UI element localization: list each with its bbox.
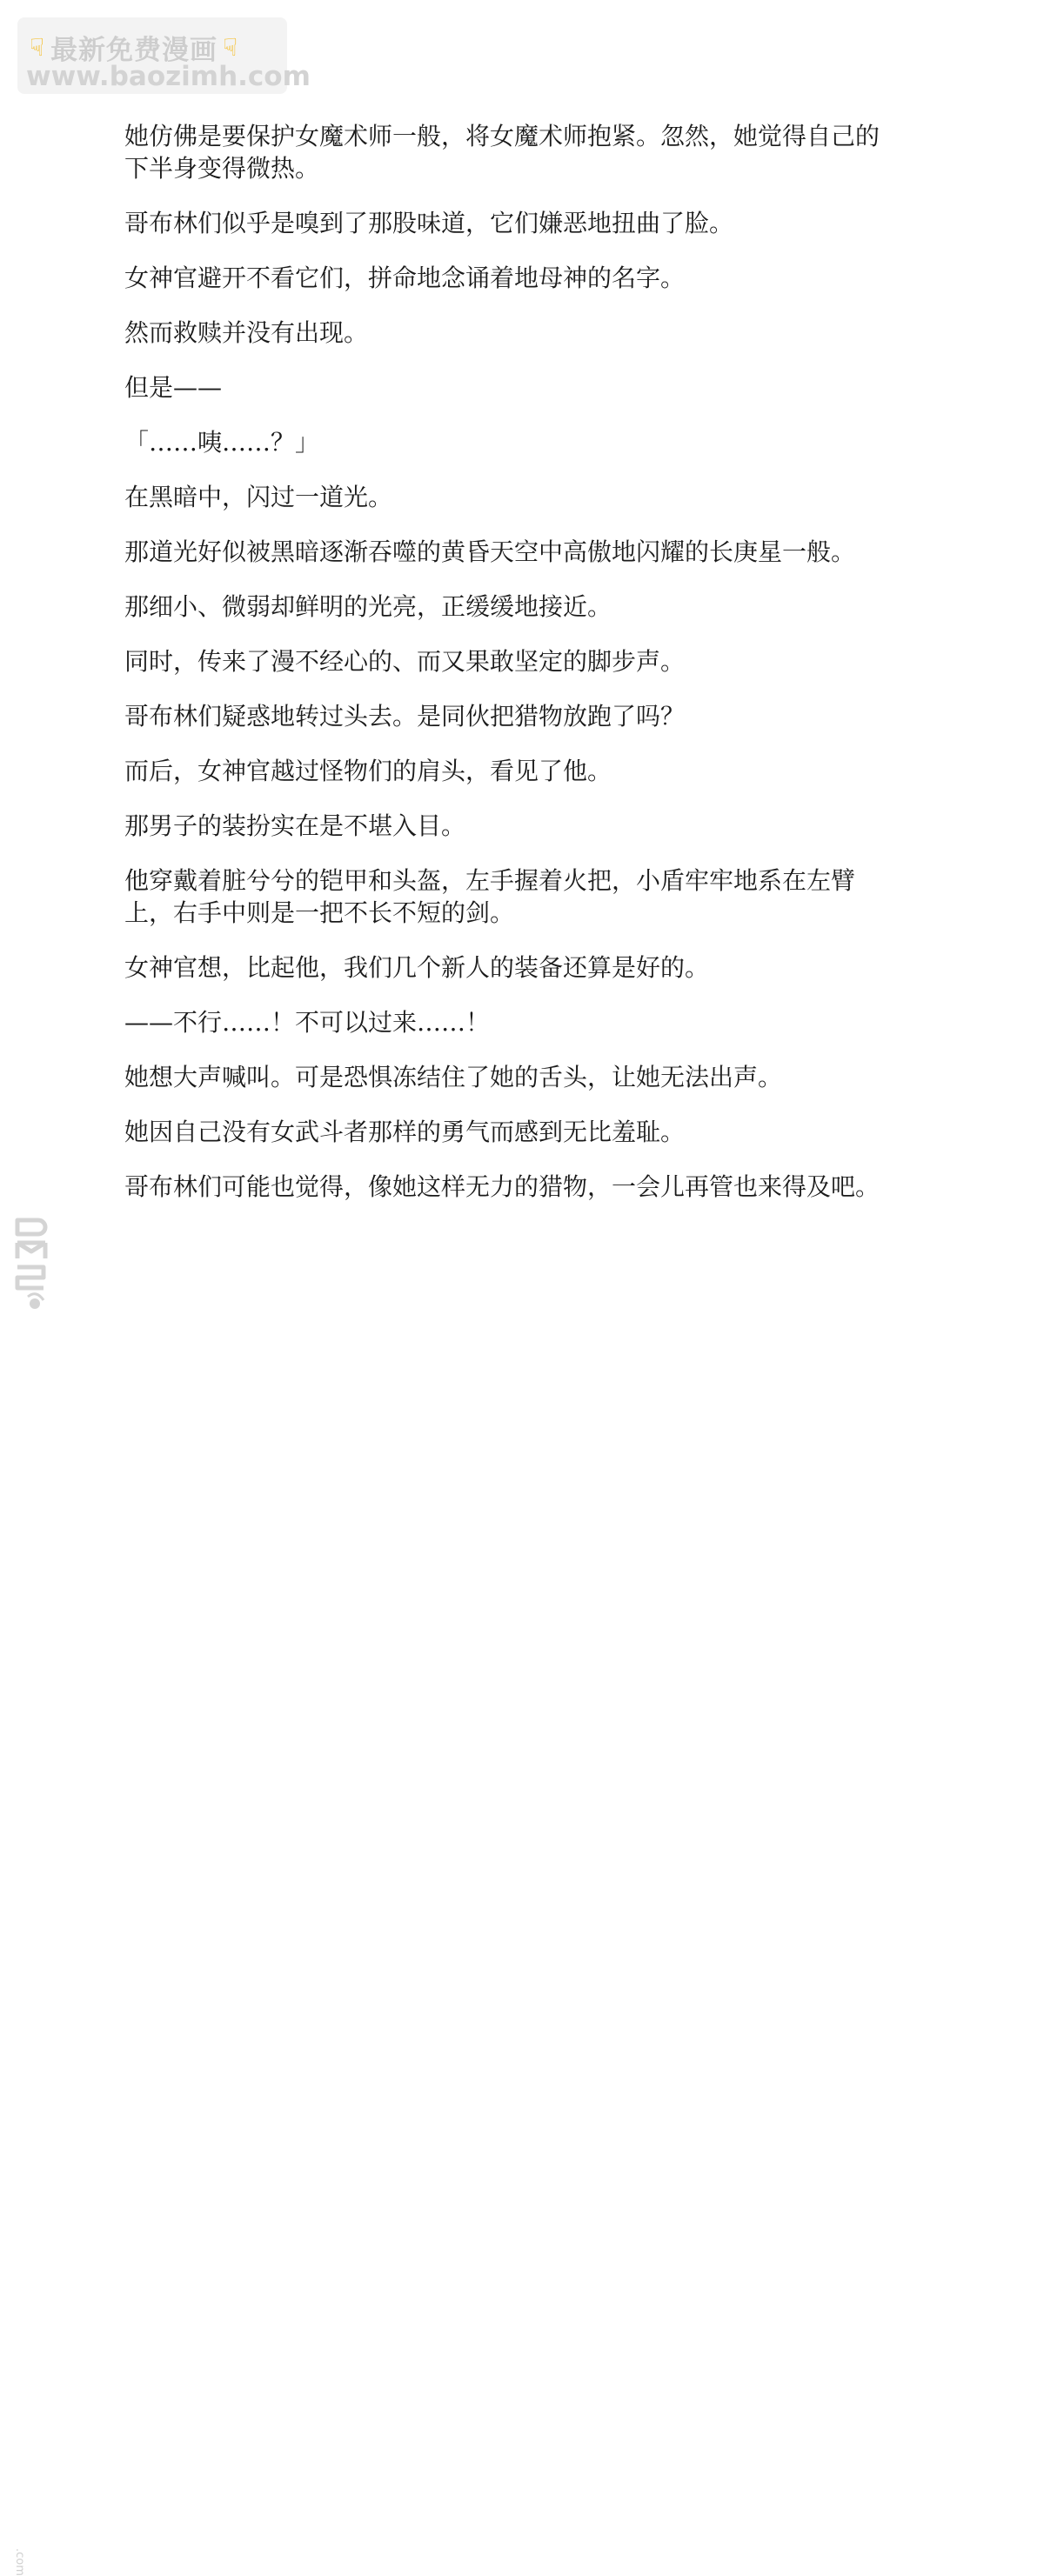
paragraph: 同时，传来了漫不经心的、而又果敢坚定的脚步声。 bbox=[124, 647, 686, 676]
side-logo-domain: .com bbox=[13, 2548, 26, 2576]
pointing-down-hand-icon: ☟ bbox=[30, 33, 46, 62]
paragraph: 女神官想，比起他，我们几个新人的装备还算是好的。 bbox=[124, 953, 710, 982]
watermark-banner bbox=[17, 17, 311, 94]
watermark-url: www.baozimh.com bbox=[26, 61, 311, 92]
paragraph: 她仿佛是要保护女魔术师一般，将女魔术师抱紧。忽然，她觉得自己的 下半身变得微热。 bbox=[124, 122, 880, 183]
paragraph: 「……咦……？」 bbox=[124, 428, 320, 457]
paragraph: 哥布林们疑惑地转过头去。是同伙把猎物放跑了吗？ bbox=[124, 702, 686, 731]
paragraph: 在黑暗中，闪过一道光。 bbox=[124, 483, 393, 511]
dm5-logo-icon bbox=[9, 1213, 50, 1344]
paragraph: 那男子的装扮实在是不堪入目。 bbox=[124, 811, 466, 840]
paragraph: 那细小、微弱却鲜明的光亮，正缓缓地接近。 bbox=[124, 592, 612, 621]
side-logo bbox=[9, 1213, 50, 2576]
paragraph: 女神官避开不看它们，拼命地念诵着地母神的名字。 bbox=[124, 264, 686, 292]
paragraph: 她因自己没有女武斗者那样的勇气而感到无比羞耻。 bbox=[124, 1118, 686, 1146]
paragraph: 她想大声喊叫。可是恐惧冻结住了她的舌头，让她无法出声。 bbox=[124, 1063, 783, 1091]
watermark-title: 最新免费漫画 bbox=[50, 35, 218, 66]
paragraph: 他穿戴着脏兮兮的铠甲和头盔，左手握着火把，小盾牢牢地系在左臂 上，右手中则是一把不长不短的剑。 bbox=[124, 866, 856, 927]
paragraph: 然而救赎并没有出现。 bbox=[124, 318, 369, 347]
novel-text bbox=[124, 120, 925, 1225]
paragraph: 但是—— bbox=[124, 373, 223, 402]
paragraph: 那道光好似被黑暗逐渐吞噬的黄昏天空中高傲地闪耀的长庚星一般。 bbox=[124, 537, 856, 566]
paragraph: ——不行……！不可以过来……！ bbox=[124, 1008, 491, 1037]
pointing-down-hand-icon: ☟ bbox=[223, 33, 239, 62]
paragraph: 哥布林们可能也觉得，像她这样无力的猎物，一会儿再管也来得及吧。 bbox=[124, 1172, 880, 1201]
paragraph: 而后，女神官越过怪物们的肩头，看见了他。 bbox=[124, 757, 612, 785]
paragraph: 哥布林们似乎是嗅到了那股味道，它们嫌恶地扭曲了脸。 bbox=[124, 209, 734, 237]
